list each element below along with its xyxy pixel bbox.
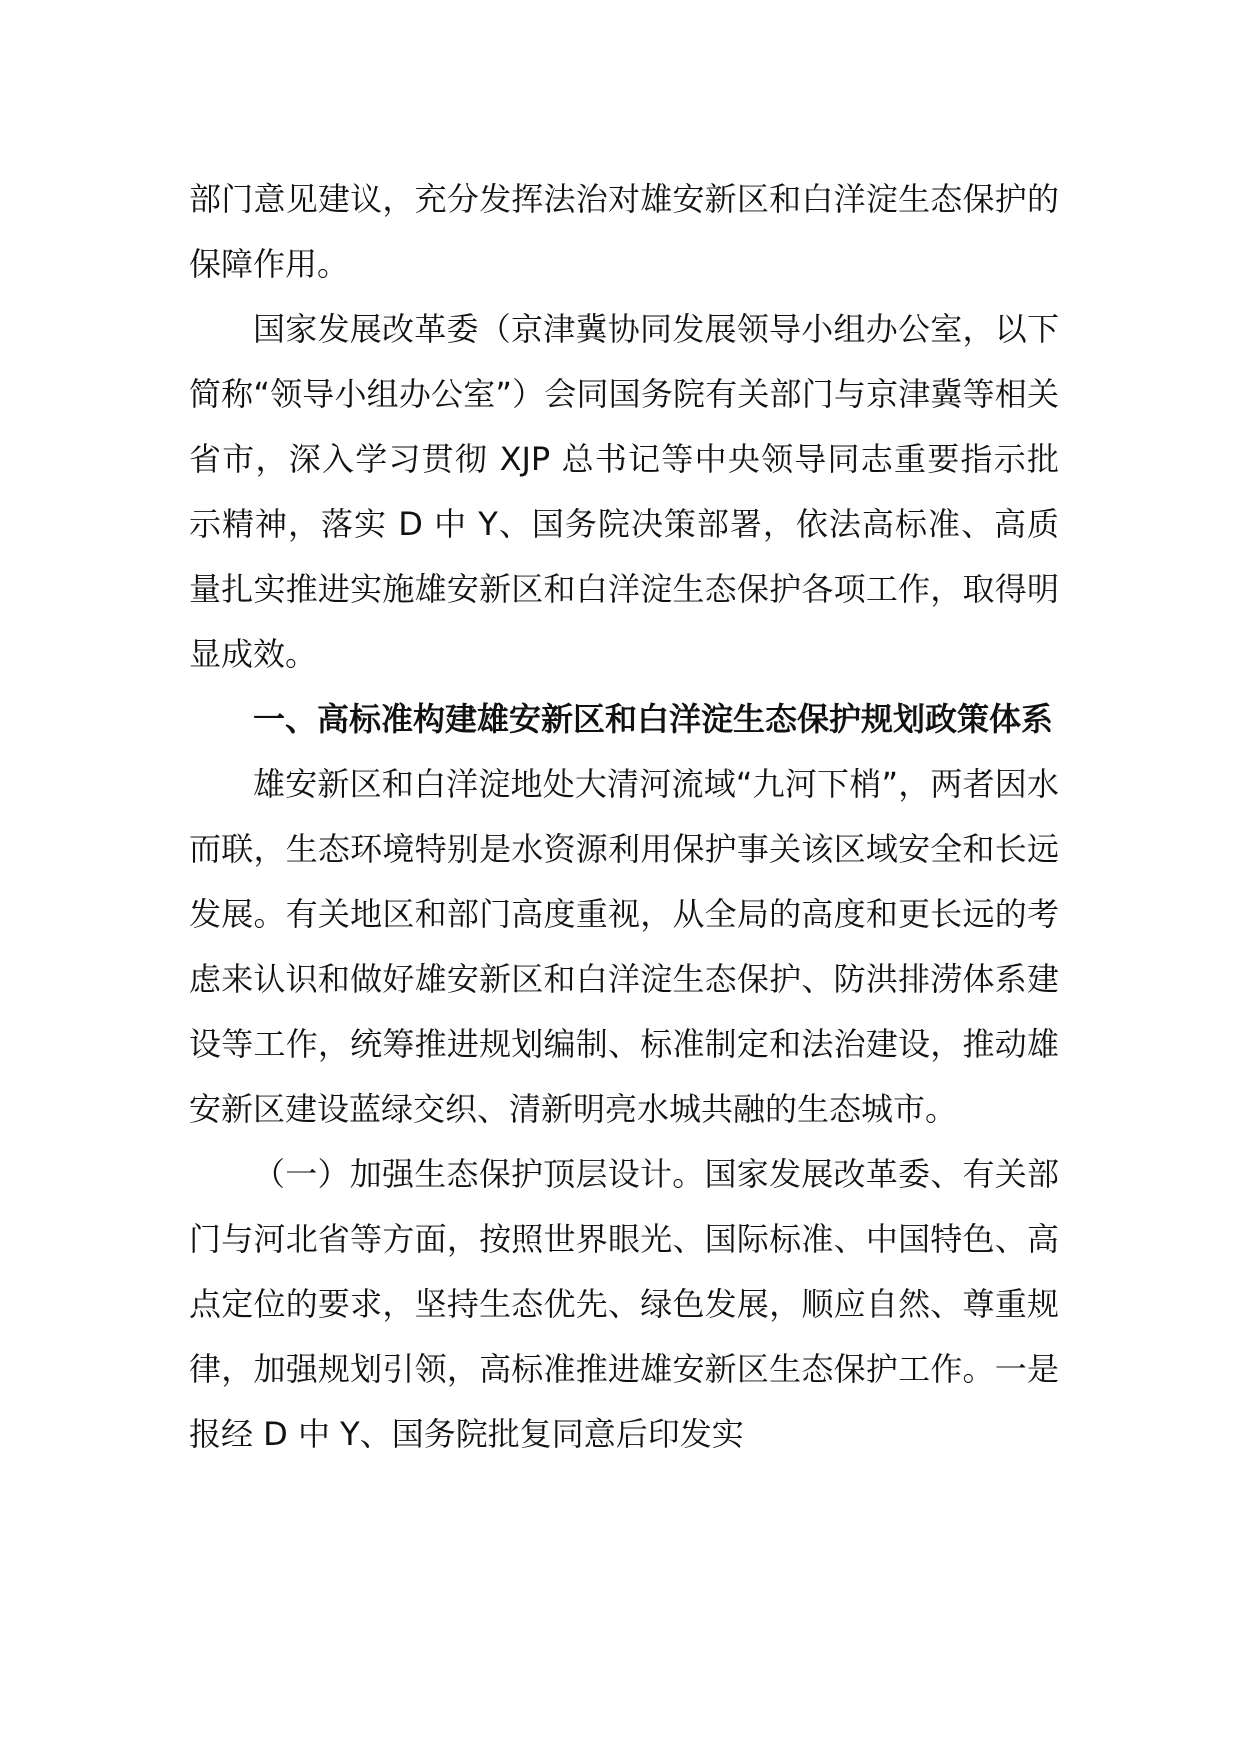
paragraph-3: 雄安新区和白洋淀地处大清河流域“九河下梢”，两者因水而联，生态环境特别是水资源利用保护事关该区域安全和长远发展。有关地区和部门高度重视，从全局的高度和更长远的考虑来认识和做好雄安新区和白洋淀生态保护、防洪排涝体系建设等工作，统筹推进规划编制、标准制定和法治建设，推动雄安新区建设蓝绿交织、清新明亮水城共融的生态城市。	[189, 765, 1059, 1128]
section-heading-1: 一、高标准构建雄安新区和白洋淀生态保护规划政策体系	[253, 700, 1054, 738]
document-page	[189, 167, 1059, 1467]
paragraph-4: （一）加强生态保护顶层设计。国家发展改革委、有关部门与河北省等方面，按照世界眼光、国际标准、中国特色、高点定位的要求，坚持生态优先、绿色发展，顺应自然、尊重规律，加强规划引领，高标准推进雄安新区生态保护工作。一是报经 D 中 Y、国务院批复同意后印发实	[189, 1155, 1059, 1453]
paragraph-1: 部门意见建议，充分发挥法治对雄安新区和白洋淀生态保护的保障作用。	[189, 180, 1059, 283]
paragraph-2: 国家发展改革委（京津冀协同发展领导小组办公室，以下简称“领导小组办公室”）会同国务院有关部门与京津冀等相关省市，深入学习贯彻 XJP 总书记等中央领导同志重要指示批示精神，落实 D 中 Y、国务院决策部署，依法高标准、高质量扎实推进实施雄安新区和白洋淀生态保护各项工作，取得明显成效。	[189, 310, 1059, 673]
